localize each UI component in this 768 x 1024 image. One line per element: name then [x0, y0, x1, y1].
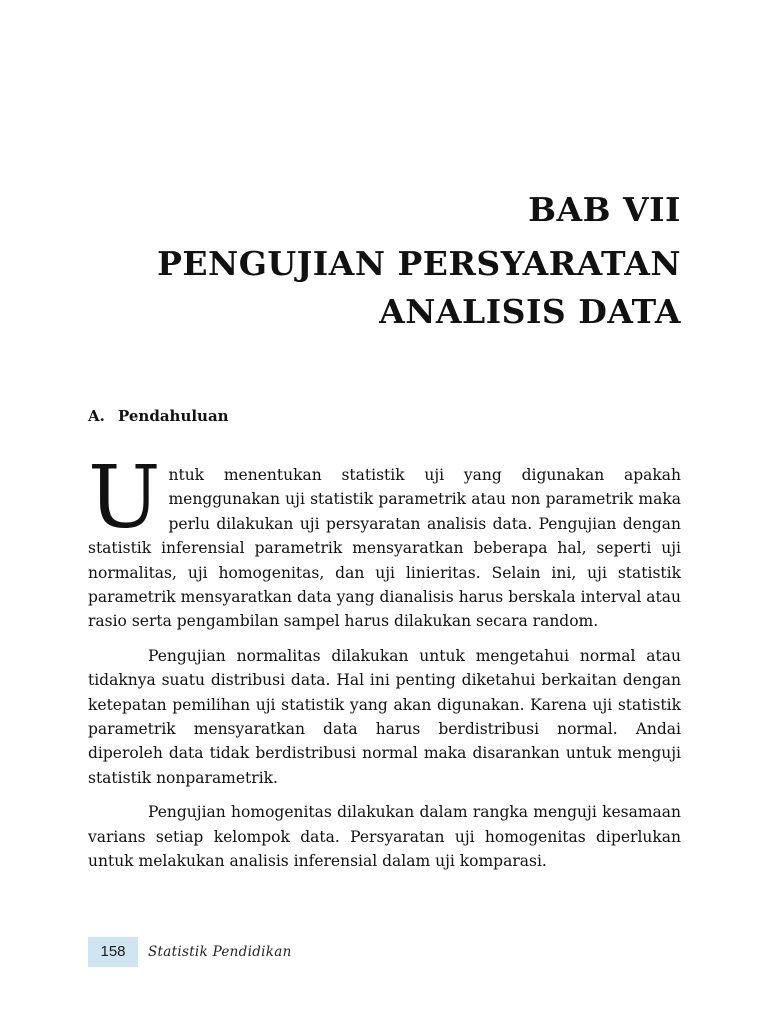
- chapter-title-line-2: ANALISIS DATA: [379, 292, 681, 331]
- section-title: Pendahuluan: [118, 407, 229, 425]
- section-letter: A.: [88, 407, 105, 425]
- chapter-title: [88, 240, 681, 336]
- chapter-heading: [88, 188, 681, 336]
- chapter-number: BAB VII: [528, 190, 681, 229]
- page-number: 158: [88, 937, 138, 967]
- book-title: Statistik Pendidikan: [148, 944, 292, 960]
- paragraph-1: [88, 448, 681, 634]
- paragraph-2: Pengujian normalitas dilakukan untuk mengetahui normal atau tidaknya suatu distribusi data. Hal ini penting diketahui berkaitan dengan ketepatan pemilihan uji statistik yang akan digunakan. Karena uji statistik parametrik mensyaratkan data harus berdistribusi normal. Andai diperoleh data tidak berdistribusi normal maka disarankan untuk menguji statistik nonparametrik.: [88, 646, 681, 787]
- drop-cap: U: [88, 448, 161, 548]
- body-text: [88, 448, 681, 884]
- paragraph-1-text: ntuk menentukan statistik uji yang digunakan apakah menggunakan uji statistik parametrik atau non parametrik maka perlu dilakukan uji persyaratan analisis data. Pengujian dengan statistik inferensial parametrik mensyaratkan beberapa hal, seperti uji normalitas, uji homogenitas, dan uji linieritas. Selain ini, uji statistik parametrik mensyaratkan data yang dianalisis harus berskala interval atau rasio serta pengambilan sampel harus dilakukan secara random.: [88, 466, 681, 631]
- chapter-title-line-1: PENGUJIAN PERSYARATAN: [157, 244, 681, 283]
- page-footer: [88, 937, 681, 967]
- section-heading: [88, 405, 229, 427]
- paragraph-3: Pengujian homogenitas dilakukan dalam rangka menguji kesamaan varians setiap kelompok data. Persyaratan uji homogenitas diperlukan untuk melakukan analisis inferensial dalam uji komparasi.: [88, 803, 681, 871]
